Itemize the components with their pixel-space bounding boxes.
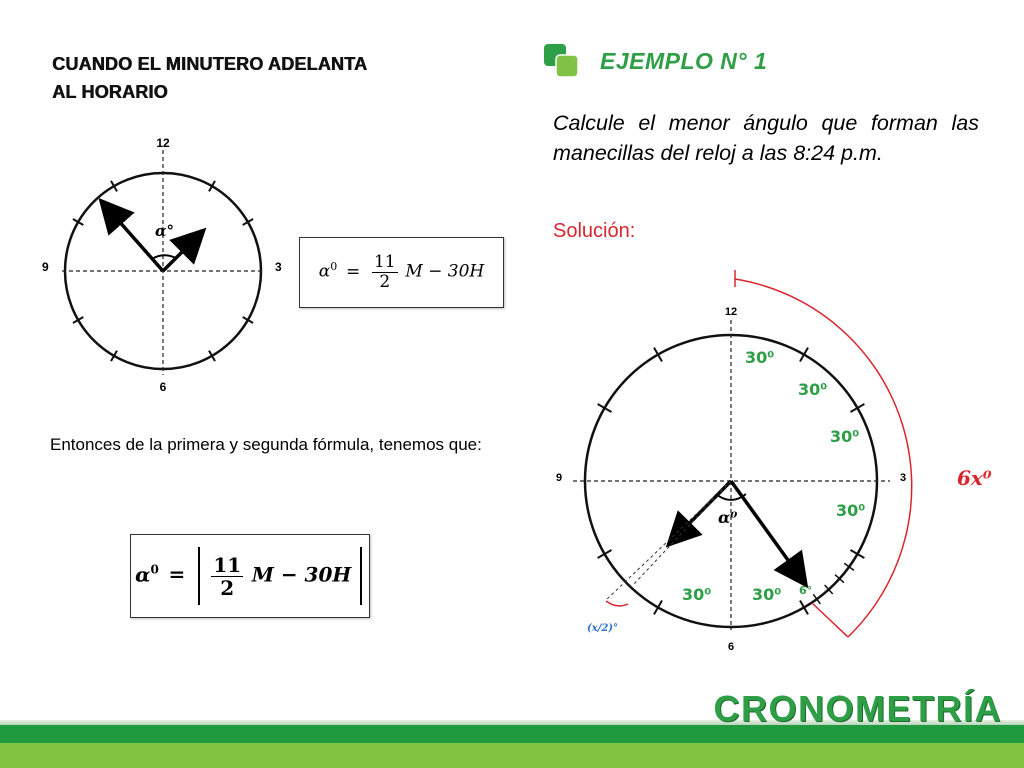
formula1-equals: = (345, 261, 361, 282)
small-clock-label-9: 9 (42, 260, 49, 274)
six-degree-label: 6° (799, 584, 813, 597)
big-clock-tick-10 (598, 404, 612, 412)
formula1-alpha: α (318, 261, 331, 282)
formula1-numerator: 11 (373, 252, 396, 273)
small-clock-angle-label: α° (155, 222, 175, 240)
sector-label-1: 30⁰ (745, 348, 775, 367)
formula2-alpha: α (135, 562, 151, 587)
big-clock-label-9: 9 (556, 472, 563, 484)
red-bracket-arc (735, 279, 912, 637)
big-clock-tick-8 (598, 550, 612, 558)
formula2-rest: M − 30H (251, 562, 352, 587)
small-clock-label-6: 6 (159, 380, 167, 394)
sector-label-3: 30⁰ (830, 427, 860, 446)
six-x-label: 6x⁰ (957, 466, 992, 490)
formula2-denominator: 2 (220, 575, 235, 600)
big-clock-tick-11 (654, 348, 662, 362)
big-clock-tick-5 (800, 601, 808, 615)
big-clock-label-12: 12 (724, 306, 738, 318)
small-clock (42, 136, 282, 394)
formula2-right-abs-bar (360, 547, 362, 605)
problem-statement: Calcule el menor ángulo que forman las manecillas del reloj a las 8:24 p.m. (553, 111, 979, 165)
formula1-denominator: 2 (379, 272, 391, 292)
small-clock-label-12: 12 (156, 136, 170, 150)
formula-box-1 (299, 237, 504, 308)
left-heading-line1: CUANDO EL MINUTERO ADELANTA (52, 54, 368, 74)
big-clock-label-6: 6 (727, 641, 735, 653)
small-clock-hour-hand (110, 211, 163, 271)
formula-box-2 (130, 534, 370, 618)
big-clock-label-3: 3 (900, 472, 907, 484)
sector-label-2: 30⁰ (798, 380, 828, 399)
footer-band-light (0, 743, 1024, 768)
big-clock (556, 270, 992, 653)
explanation-text: Entonces de la primera y segunda fórmula, tenemos que: (50, 435, 482, 454)
big-clock-tick-7 (654, 601, 662, 615)
big-clock-tick-1 (800, 348, 808, 362)
red-bracket-end-tick (812, 603, 848, 637)
formula2-left-abs-bar (198, 547, 200, 605)
big-clock-half-x-arc (606, 601, 628, 606)
brand-title: CRONOMETRÍA (713, 688, 1002, 729)
solution-label: Solución: (553, 220, 636, 242)
big-clock-dashed-guide-2 (605, 481, 731, 601)
formula2-equals: = (168, 562, 186, 587)
big-clock-alpha-label: α⁰ (718, 508, 738, 527)
big-clock-tick-4 (851, 550, 865, 558)
sector-label-5: 30⁰ (752, 585, 782, 604)
formula2-exponent: 0 (150, 562, 159, 577)
sector-label-6: 30⁰ (682, 585, 712, 604)
small-clock-angle-arc (152, 255, 176, 259)
left-heading-line2: AL HORARIO (52, 82, 168, 102)
big-clock-minute-hand (731, 481, 798, 574)
sector-label-4: 30⁰ (836, 501, 866, 520)
half-x-label: (x/2)° (587, 623, 619, 634)
example-title: EJEMPLO N° 1 (600, 48, 768, 74)
formula1-rest: M − 30H (405, 261, 485, 282)
formula1-exponent: 0 (330, 260, 338, 274)
formula2-numerator: 11 (213, 552, 242, 577)
big-clock-tick-2 (851, 404, 865, 412)
small-clock-label-3: 3 (275, 260, 282, 274)
